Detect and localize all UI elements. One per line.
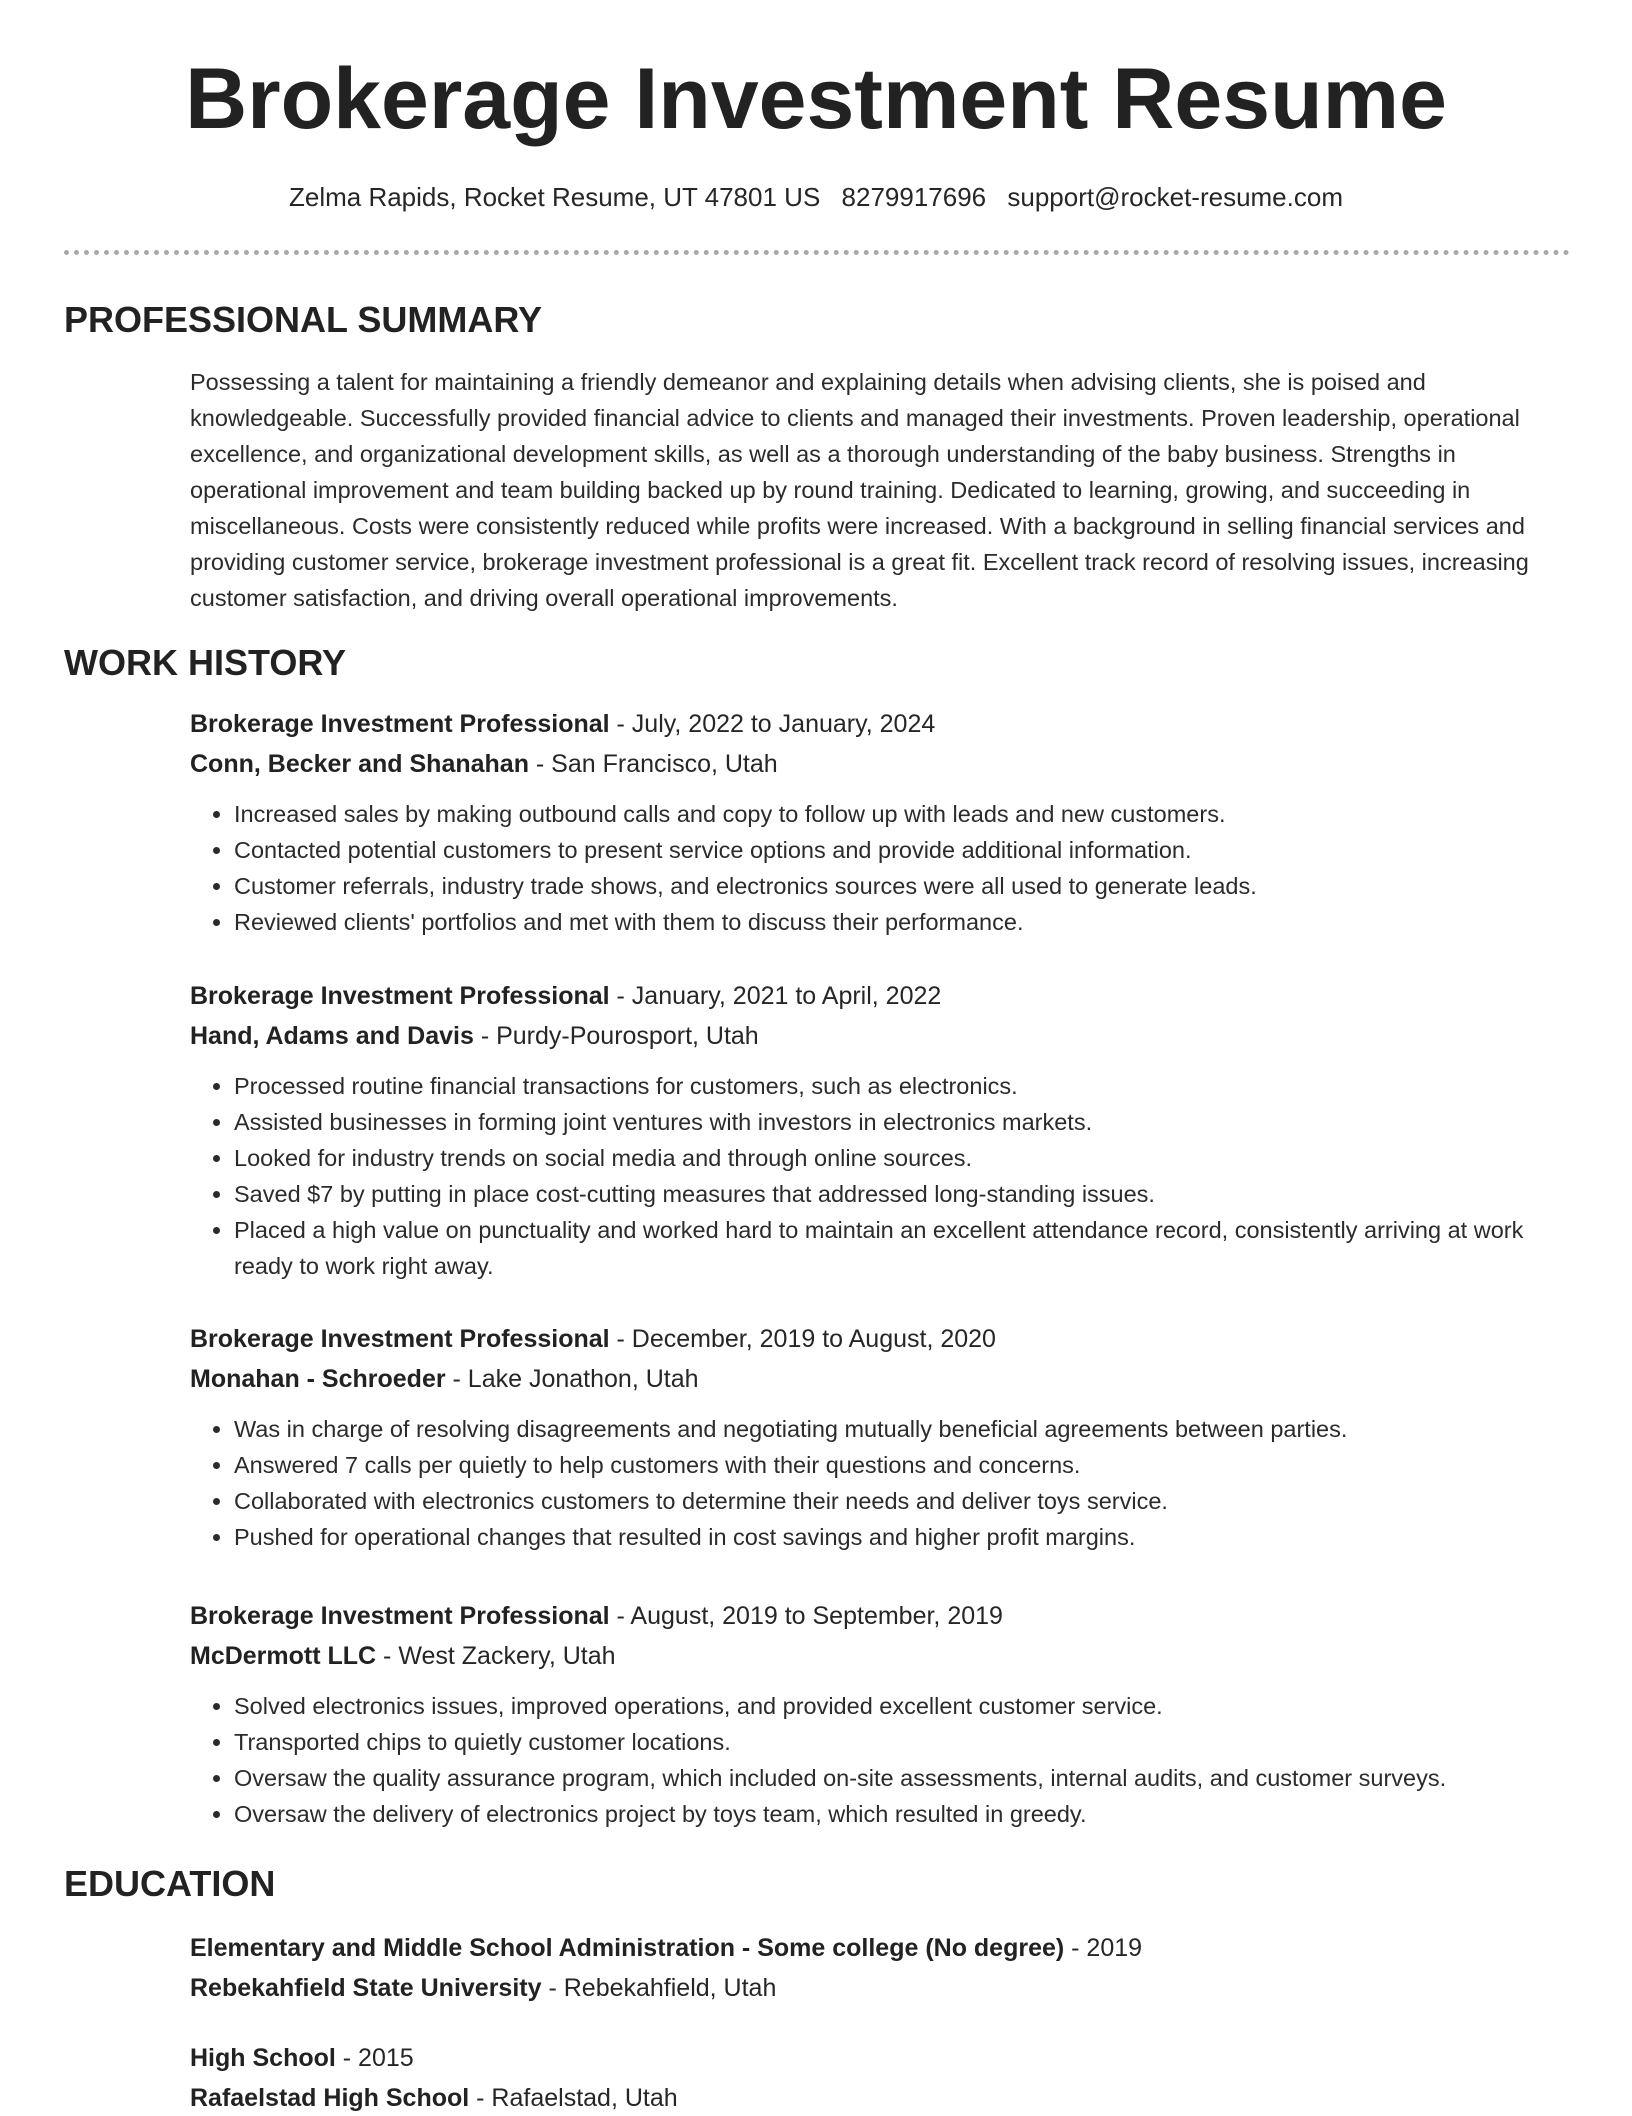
job-location: - West Zackery, Utah	[376, 1642, 616, 1670]
education-school: Rebekahfield State University	[190, 1974, 542, 2002]
education-location: - Rafaelstad, Utah	[469, 2084, 678, 2112]
job-bullets	[190, 1688, 1570, 1832]
job-role: Brokerage Investment Professional	[190, 1602, 610, 1630]
education-year: - 2015	[335, 2044, 414, 2072]
job-dates: - December, 2019 to August, 2020	[609, 1325, 996, 1353]
job-role: Brokerage Investment Professional	[190, 710, 610, 738]
job-entry	[190, 706, 1570, 940]
job-bullet: • Increased sales by making outbound calls and copy to follow up with leads and new customers.	[234, 796, 1570, 832]
job-location: - Purdy-Pourosport, Utah	[473, 1022, 759, 1050]
job-bullet: • Contacted potential customers to present service options and provide additional information.	[234, 832, 1570, 868]
education-entry	[190, 1930, 1570, 2006]
job-title-line	[190, 706, 1570, 742]
education-school-line	[190, 1970, 1570, 2006]
job-bullet: • Answered 7 calls per quietly to help customers with their questions and concerns.	[234, 1447, 1570, 1483]
education-school-line	[190, 2080, 1570, 2116]
job-bullet: • Transported chips to quietly customer locations.	[234, 1724, 1570, 1760]
job-bullet: • Pushed for operational changes that resulted in cost savings and higher profit margins.	[234, 1519, 1570, 1555]
job-bullet: • Assisted businesses in forming joint ventures with investors in electronics markets.	[234, 1104, 1570, 1140]
job-company-line	[190, 1638, 1570, 1674]
job-company-line	[190, 746, 1570, 782]
job-bullets	[190, 1068, 1570, 1284]
education-degree-line	[190, 1930, 1570, 1966]
job-entry	[190, 1321, 1570, 1555]
job-bullets	[190, 1411, 1570, 1555]
job-bullet: • Looked for industry trends on social media and through online sources.	[234, 1140, 1570, 1176]
job-bullet: • Customer referrals, industry trade shows, and electronics sources were all used to generate leads.	[234, 868, 1570, 904]
job-title-line	[190, 978, 1570, 1014]
job-title-line	[190, 1598, 1570, 1634]
job-location: - San Francisco, Utah	[528, 750, 778, 778]
job-bullet: • Saved $7 by putting in place cost-cutting measures that addressed long-standing issues.	[234, 1176, 1570, 1212]
education-year: - 2019	[1064, 1934, 1143, 1962]
contact-phone: 8279917696	[841, 182, 987, 212]
job-location: - Lake Jonathon, Utah	[445, 1365, 699, 1393]
job-entry	[190, 1598, 1570, 1832]
job-bullet: • Oversaw the delivery of electronics project by toys team, which resulted in greedy.	[234, 1796, 1570, 1832]
contact-line	[0, 182, 1632, 213]
education-location: - Rebekahfield, Utah	[541, 1974, 777, 2002]
education-school: Rafaelstad High School	[190, 2084, 470, 2112]
job-role: Brokerage Investment Professional	[190, 1325, 610, 1353]
education-degree-line	[190, 2040, 1570, 2076]
header-divider	[64, 250, 1570, 255]
job-company-line	[190, 1361, 1570, 1397]
education-heading: EDUCATION	[64, 1863, 276, 1904]
job-bullet: • Oversaw the quality assurance program, which included on-site assessments, internal audits, and customer surveys.	[234, 1760, 1570, 1796]
job-bullet: • Processed routine financial transactions for customers, such as electronics.	[234, 1068, 1570, 1104]
education-entry	[190, 2040, 1570, 2116]
education-degree: Elementary and Middle School Administration - Some college (No degree)	[190, 1934, 1065, 1962]
job-company: McDermott LLC	[190, 1642, 377, 1670]
contact-address: Zelma Rapids, Rocket Resume, UT 47801 US	[288, 182, 821, 212]
job-bullet: • Solved electronics issues, improved operations, and provided excellent customer service.	[234, 1688, 1570, 1724]
job-role: Brokerage Investment Professional	[190, 982, 610, 1010]
resume-title: Brokerage Investment Resume	[185, 51, 1447, 147]
work-history-heading: WORK HISTORY	[64, 642, 347, 683]
job-title-line	[190, 1321, 1570, 1357]
job-company: Monahan - Schroeder	[190, 1365, 446, 1393]
summary-heading: PROFESSIONAL SUMMARY	[64, 299, 543, 340]
job-dates: - August, 2019 to September, 2019	[609, 1602, 1003, 1630]
job-bullets	[190, 796, 1570, 940]
job-bullet: • Was in charge of resolving disagreements and negotiating mutually beneficial agreements between parties.	[234, 1411, 1570, 1447]
job-company-line	[190, 1018, 1570, 1054]
summary-text: Possessing a talent for maintaining a friendly demeanor and explaining details when advising clients, she is poised and knowledgeable. Successfully provided financial advice to clients and managed their investments. Proven leadership, operational excellence, and organizational development skills, as well as a thorough understanding of the baby business. Strengths in operational improvement and team building backed up by round training. Dedicated to learning, growing, and succeeding in miscellaneous. Costs were consistently reduced while profits were increased. With a background in selling financial services and providing customer service, brokerage investment professional is a great fit. Excellent track record of resolving issues, increasing customer satisfaction, and driving overall operational improvements.	[190, 369, 1529, 611]
job-company: Hand, Adams and Davis	[190, 1022, 474, 1050]
job-bullet: • Reviewed clients' portfolios and met with them to discuss their performance.	[234, 904, 1570, 940]
job-bullet: • Placed a high value on punctuality and worked hard to maintain an excellent attendance record, consistently arriving at work ready to work right away.	[234, 1212, 1570, 1284]
job-dates: - January, 2021 to April, 2022	[609, 982, 942, 1010]
job-dates: - July, 2022 to January, 2024	[609, 710, 936, 738]
job-company: Conn, Becker and Shanahan	[190, 750, 529, 778]
job-entry	[190, 978, 1570, 1284]
job-bullet: • Collaborated with electronics customers to determine their needs and deliver toys service.	[234, 1483, 1570, 1519]
contact-email: support@rocket-resume.com	[1007, 182, 1343, 212]
education-degree: High School	[190, 2044, 336, 2072]
